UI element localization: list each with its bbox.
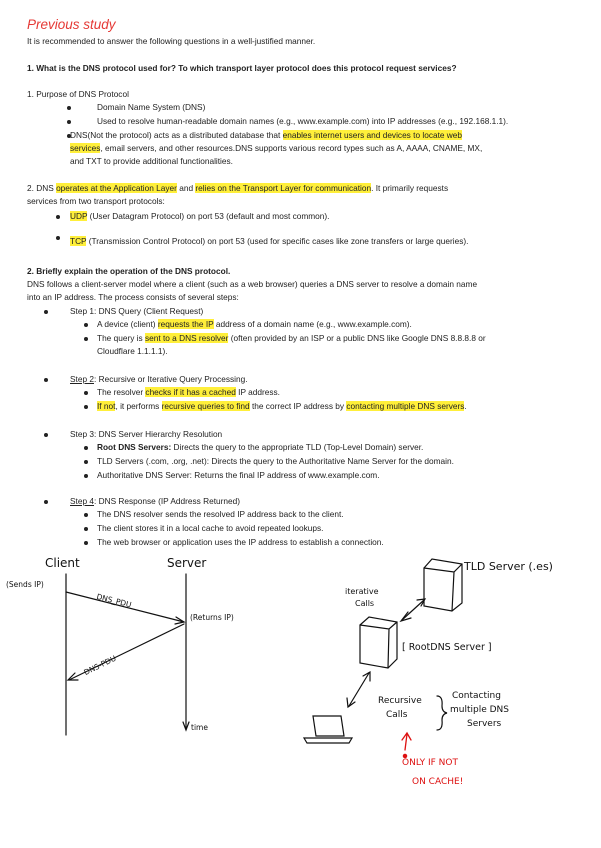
client-label: Client (45, 556, 80, 570)
highlight: enables internet users and devices to locate web (282, 130, 463, 140)
recursive-label: Recursive (378, 696, 422, 706)
transport-paragraph-line-2: services from two transport protocols: (27, 196, 165, 206)
servers-label: Servers (467, 719, 502, 729)
transport-paragraph-line-1: 2. DNS operates at the Application Layer and relies on the Transport Layer for communication. It primarily requests (27, 183, 449, 193)
tcp-bullet: TCP (Transmission Control Protocol) on port 53 (used for specific cases like zone transfers or large queries). (70, 236, 469, 246)
question-2-intro-line-2: into an IP address. The process consists of several steps: (27, 292, 239, 302)
highlight: contacting multiple DNS servers (346, 401, 465, 411)
step-1-bullet-2: The query is sent to a DNS resolver (often provided by an ISP or a public DNS like Google DNS 8.8.8.8 or (97, 333, 486, 343)
step-4-bullet-2: The client stores it in a local cache to avoid repeated lookups. (97, 523, 324, 533)
step-2-title: Step 2: Recursive or Iterative Query Processing. (70, 374, 248, 384)
iterative-label: iterative (345, 587, 379, 596)
purpose-bullet-3-line-1: DNS(Not the protocol) acts as a distributed database that enables internet users and devices to locate web (70, 130, 463, 140)
tld-server-label: TLD Server (.es) (464, 560, 553, 573)
step-3-bullet-3: Authoritative DNS Server: Returns the final IP address of www.example.com. (97, 470, 380, 480)
intro-text: It is recommended to answer the following questions in a well-justified manner. (27, 36, 316, 46)
time-label: time (191, 723, 208, 732)
purpose-title: 1. Purpose of DNS Protocol (27, 89, 129, 99)
question-1-heading: 1. What is the DNS protocol used for? To which transport layer protocol does this protocol request services? (27, 63, 457, 73)
highlight: checks if it has a cached (145, 387, 236, 397)
step-4-bullet-1: The DNS resolver sends the resolved IP address back to the client. (97, 509, 344, 519)
step-3-bullet-1: Root DNS Servers: Directs the query to the appropriate TLD (Top-Level Domain) server. (97, 442, 424, 452)
returns-ip-note: (Returns IP) (190, 613, 234, 622)
purpose-bullet-3-line-3: and TXT to provide additional functionalities. (70, 156, 233, 166)
laptop-icon (313, 716, 344, 736)
page-title: Previous study (27, 17, 116, 32)
step-4-bullet-3: The web browser or application uses the IP address to establish a connection. (97, 537, 384, 547)
udp-bullet: UDP (User Datagram Protocol) on port 53 (default and most common). (70, 211, 330, 221)
step-1-bullet-2-line-2: Cloudflare 1.1.1.1). (97, 346, 168, 356)
multiple-dns-label: multiple DNS (450, 705, 509, 715)
highlight: relies on the Transport Layer for communication (195, 183, 372, 193)
step-1-title: Step 1: DNS Query (Client Request) (70, 306, 204, 316)
purpose-bullet-1: Domain Name System (DNS) (97, 102, 206, 112)
highlight: operates at the Application Layer (56, 183, 177, 193)
highlight: requests the IP (157, 319, 214, 329)
step-1-bullet-1: A device (client) requests the IP address of a domain name (e.g., www.example.com). (97, 319, 412, 329)
recursive-calls-label: Calls (386, 710, 408, 720)
highlight: recursive queries to find (161, 401, 250, 411)
root-dns-server-label: [ RootDNS Server ] (402, 642, 492, 653)
highlight: UDP (70, 211, 88, 221)
dns-pdu-response-label: DNS-PDU (82, 653, 118, 677)
highlight: sent to a DNS resolver (144, 333, 229, 343)
step-4-title: Step 4: DNS Response (IP Address Returned) (70, 496, 241, 506)
purpose-bullet-3-line-2: services, email servers, and other resources.DNS supports various record types such as A, AAAA, CNAME, MX, (70, 143, 483, 153)
dns-pdu-request-label: DNS_PDU (95, 591, 133, 610)
sends-ip-note: (Sends IP) (6, 580, 44, 589)
highlight: services (70, 143, 101, 153)
contacting-label: Contacting (452, 691, 501, 701)
highlight: If not (97, 401, 116, 411)
tld-server-box (424, 559, 462, 611)
step-2-bullet-1: The resolver checks if it has a cached IP address. (97, 387, 280, 397)
step-3-title: Step 3: DNS Server Hierarchy Resolution (70, 429, 223, 439)
highlight: TCP (70, 236, 87, 246)
recursive-arrow (349, 673, 369, 706)
root-dns-server-box (360, 617, 397, 668)
server-label: Server (167, 556, 207, 570)
question-2-intro-line-1: DNS follows a client-server model where a client (such as a web browser) queries a DNS server to resolve a domain name (27, 279, 478, 289)
iterative-arrow (402, 600, 424, 620)
brace (437, 696, 447, 730)
question-2-heading: 2. Briefly explain the operation of the DNS protocol. (27, 266, 231, 276)
step-2-bullet-2: If not, it performs recursive queries to find the correct IP address by contacting multiple DNS servers. (97, 401, 467, 411)
purpose-bullet-2: Used to resolve human-readable domain names (e.g., www.example.com) into IP addresses (e.g., 192.168.1.1). (97, 116, 509, 126)
only-if-not-note: ONLY IF NOT (402, 758, 458, 768)
iterative-calls-label: Calls (355, 599, 375, 608)
step-3-bullet-2: TLD Servers (.com, .org, .net): Directs the query to the Authoritative Name Server for the domain. (97, 456, 454, 466)
on-cache-note: ON CACHE! (412, 777, 464, 787)
